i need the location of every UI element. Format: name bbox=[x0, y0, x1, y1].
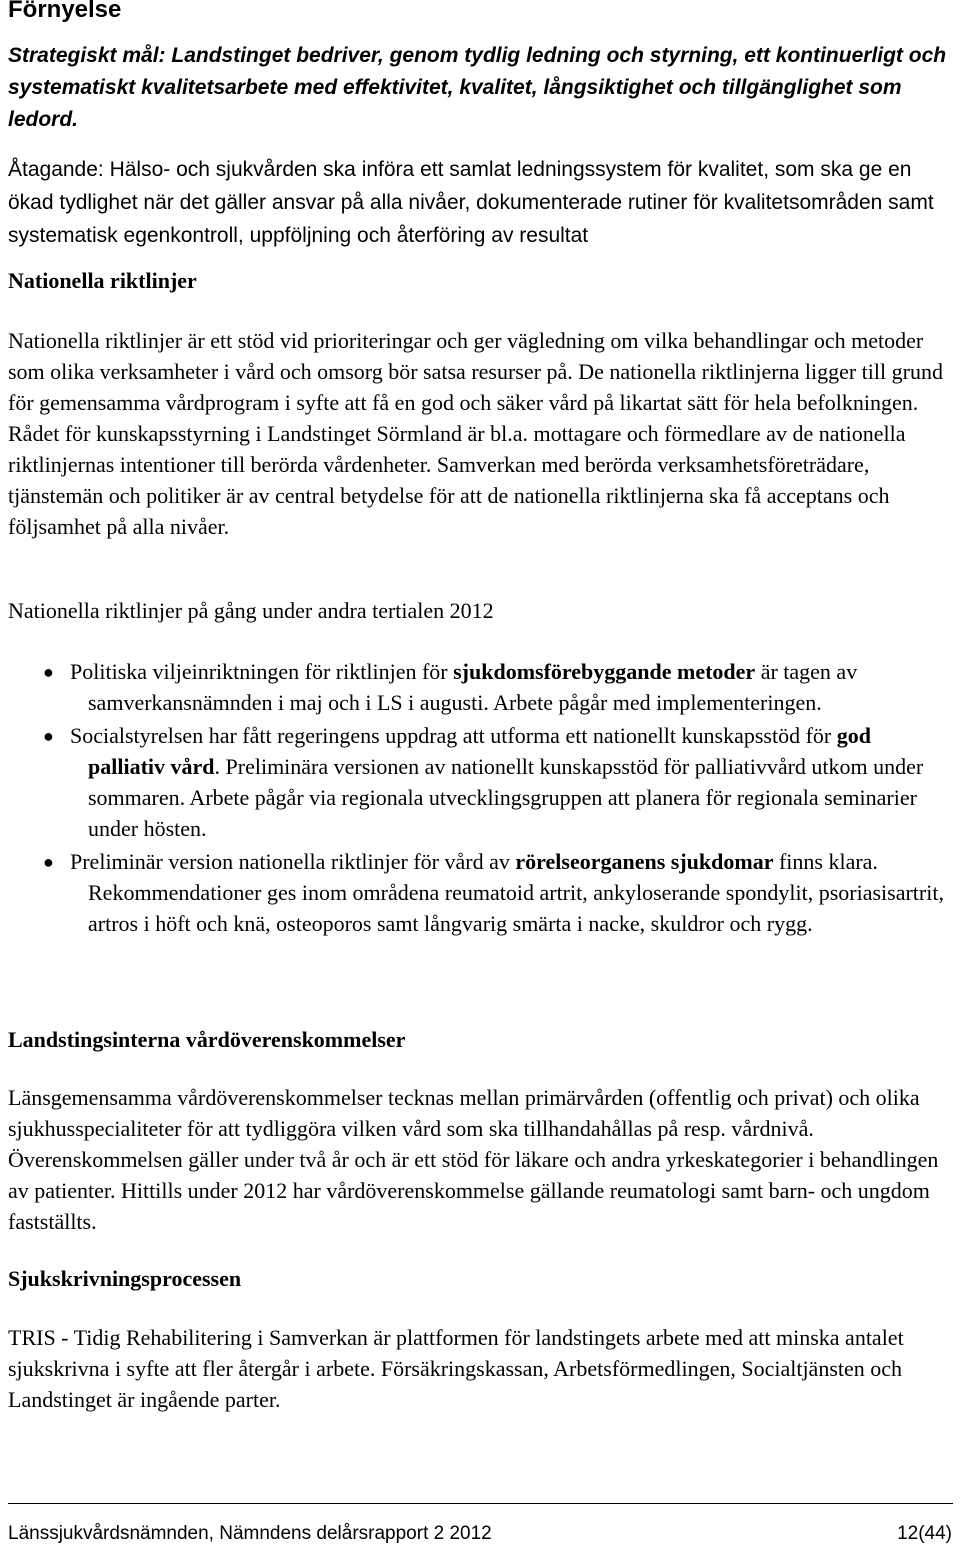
footer-report-title: Länssjukvårdsnämnden, Nämndens delårsrapport 2 2012 bbox=[8, 1523, 492, 1544]
bullet-text-bold: god palliativ vård bbox=[88, 723, 871, 779]
guidelines-bullet-list bbox=[0, 656, 950, 941]
footer-divider bbox=[8, 1503, 953, 1504]
footer-page-number: 12(44) bbox=[897, 1523, 952, 1544]
bullet-text-post: finns klara. Rekommendationer ges inom områdena reumatoid artrit, ankyloserande spondylit, psoriasisartrit, artros i höft och knä, osteoporos samt långvarig smärta i nacke, skuldror och rygg. bbox=[88, 849, 944, 936]
national-guidelines-paragraph: Nationella riktlinjer är ett stöd vid prioriteringar och ger vägledning om vilka behandlingar och metoder som olika verksamheter i vård och omsorg bör satsa resurser på. De nationella riktlinjerna ligger till grund för gemensamma vårdprogram i syfte att få en god och säker vård på likartat sätt för hela befolkningen. Rådet för kunskapsstyrning i Landstinget Sörmland är bl.a. mottagare och förmedlare av de nationella riktlinjernas intentioner till berörda vårdenheter. Samverkan med berörda verksamhetsföreträdare, tjänstemän och politiker är av central betydelse för att de nationella riktlinjerna ska få acceptans och följsamhet på alla nivåer. bbox=[8, 328, 943, 539]
sick-leave-paragraph: TRIS - Tidig Rehabilitering i Samverkan är plattformen för landstingets arbete med att minska antalet sjukskrivna i syfte att fler återgår i arbete. Försäkringskassan, Arbetsförmedlingen, Socialtjänsten och Landstinget är ingående parter. bbox=[8, 1325, 904, 1412]
bullet-text-post: är tagen av samverkansnämnden i maj och i LS i augusti. Arbete pågår med implementeringen. bbox=[88, 659, 858, 715]
bullet-item bbox=[0, 656, 950, 718]
bullet-text-pre: Politiska viljeinriktningen för riktlinjen för bbox=[70, 659, 454, 684]
bullet-text-pre: Socialstyrelsen har fått regeringens uppdrag att utforma ett nationellt kunskapsstöd för bbox=[70, 723, 837, 748]
bullet-icon: ● bbox=[43, 852, 54, 872]
bullet-icon: ● bbox=[43, 726, 54, 746]
strategic-goal: Strategiskt mål: Landstinget bedriver, genom tydlig ledning och styrning, ett kontinuerligt och systematiskt kvalitetsarbete med effektivitet, kvalitet, långsiktighet och tillgänglighet som ledord. bbox=[8, 44, 947, 131]
care-agreements-paragraph: Länsgemensamma vårdöverenskommelser tecknas mellan primärvården (offentlig och privat) och olika sjukhusspecialiteter för att tydliggöra vilken vård som ska tillhandahållas på resp. vårdnivå. Överenskommelsen gäller under två år och är ett stöd för läkare och andra yrkeskategorier i behandlingen av patienter. Hittills under 2012 har vårdöverenskommelse gällande reumatologi samt barn- och ungdom fastställts. bbox=[8, 1085, 939, 1234]
guidelines-in-progress-heading: Nationella riktlinjer på gång under andra tertialen 2012 bbox=[8, 598, 494, 623]
section-heading: Förnyelse bbox=[8, 0, 122, 23]
bullet-text-bold: sjukdomsförebyggande metoder bbox=[453, 659, 756, 684]
subsection-title-care-agreements: Landstingsinterna vårdöverenskommelser bbox=[8, 1027, 406, 1052]
bullet-item bbox=[0, 720, 950, 844]
bullet-text-bold: rörelseorganens sjukdomar bbox=[515, 849, 774, 874]
bullet-icon: ● bbox=[43, 662, 54, 682]
bullet-text-post: . Preliminära versionen av nationellt kunskapsstöd för palliativvård utkom under sommaren. Arbete pågår via regionala utvecklingsgruppen att planera för regionala seminarier under hösten. bbox=[88, 754, 924, 841]
subsection-title-sick-leave: Sjukskrivningsprocessen bbox=[8, 1266, 242, 1291]
bullet-text-pre: Preliminär version nationella riktlinjer för vård av bbox=[70, 849, 516, 874]
bullet-item bbox=[0, 846, 950, 939]
commitment-paragraph: Åtagande: Hälso- och sjukvården ska införa ett samlat ledningssystem för kvalitet, som ska ge en ökad tydlighet när det gäller ansvar på alla nivåer, dokumenterade rutiner för kvalitetsområden samt systematisk egenkontroll, uppföljning och återföring av resultat bbox=[8, 158, 934, 247]
subsection-title-national-guidelines: Nationella riktlinjer bbox=[8, 268, 197, 293]
